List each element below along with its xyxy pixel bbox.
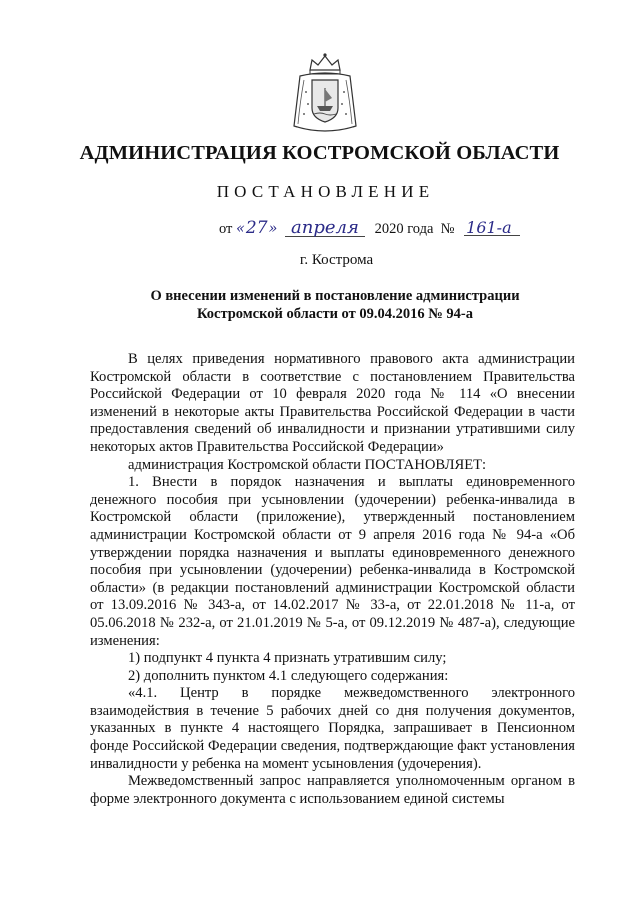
paragraph-subitem-1: 1) подпункт 4 пункта 4 признать утратившим силу; — [128, 650, 447, 667]
paragraph-resolves: администрация Костромской области ПОСТАНОВЛЯЕТ: — [128, 456, 487, 473]
document-number: 161-а — [464, 220, 519, 236]
date-number-line — [219, 218, 520, 238]
date-month: апреля — [285, 220, 365, 237]
paragraph-interagency-request: Межведомственный запрос направляется уполномоченным органом в форме электронного документа с использованием единой системы — [90, 773, 575, 807]
paragraph-subitem-2: 2) дополнить пунктом 4.1 следующего содержания: — [128, 667, 449, 684]
subject-heading — [100, 287, 570, 323]
paragraph-preamble: В целях приведения нормативного правового акта администрации Костромской области в соответствие с постановлением Правительства Российской Федерации от 10 февраля 2020 года № 114 «О внесении изменений в некоторые акты Правительства Российской Федерации в части предоставления сведений об инвалидности и признании утратившими силу некоторых актов Правительства Российской Федерации» — [90, 351, 575, 455]
date-prefix: от — [219, 221, 233, 237]
document-body — [90, 351, 575, 808]
document-type: ПОСТАНОВЛЕНИЕ — [216, 182, 435, 201]
paragraph-item-1: 1. Внести в порядок назначения и выплаты единовременного денежного пособия при усыновлении (удочерении) ребенка-инвалида в Костромской области (приложение), утвержденный постановлением администрации Костромской области от 9 апреля 2016 года № 94-а «Об утверждении порядка назначения и выплаты единовременного денежного пособия при усыновлении (удочерении) ребенка-инвалида в Костромской области» (в редакции постановлений администрации Костромской области от 13.09.2016 № 343-а, от 14.02.2017 № 33-а, от 22.01.2018 № 11-а, от 05.06.2018 № 232-а, от 21.01.2019 № 5-а, от 09.12.2019 № 487-а), следующие изменения: — [90, 474, 575, 649]
number-label: № — [440, 221, 455, 237]
quote-close: » — [268, 221, 278, 237]
city-line: г. Кострома — [299, 252, 374, 268]
date-year: 2020 года — [374, 221, 434, 237]
paragraph-point-4-1: «4.1. Центр в порядке межведомственного электронного взаимодействия в течение 5 рабочих дней со дня получения документов, указанных в пункте 4 настоящего Порядка, запрашивает в Пенсионном фонде Российской Федерации сведения, подтверждающие факт установления инвалидности у ребенка на момент усыновления (удочерения). — [90, 685, 575, 772]
subject-line-1: О внесении изменений в постановление администрации — [150, 288, 520, 304]
quote-open: « — [236, 221, 245, 237]
coat-of-arms-icon — [290, 52, 360, 136]
subject-line-2: Костромской области от 09.04.2016 № 94-а — [196, 306, 474, 322]
organization-title: АДМИНИСТРАЦИЯ КОСТРОМСКОЙ ОБЛАСТИ — [79, 142, 560, 164]
date-day: 27 — [245, 218, 268, 238]
